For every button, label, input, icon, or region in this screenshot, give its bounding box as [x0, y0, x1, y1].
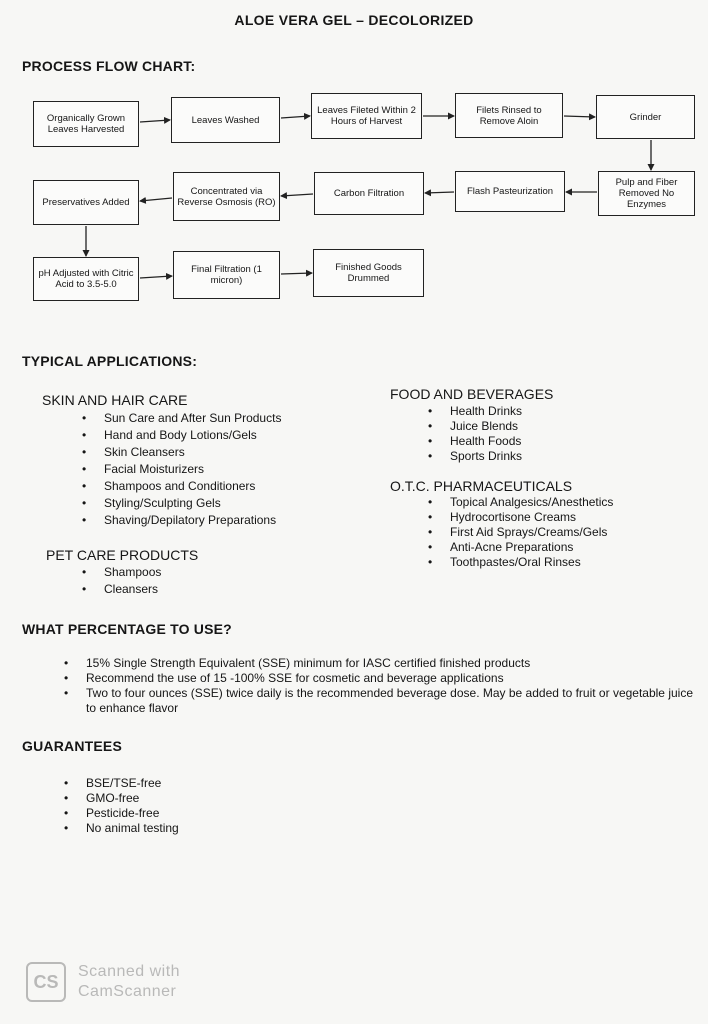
arrow-12-13: [281, 273, 312, 274]
skin-care-title: SKIN AND HAIR CARE: [42, 392, 188, 408]
list-item: • Hydrocortisone Creams: [428, 510, 613, 525]
list-item: • Juice Blends: [428, 419, 522, 434]
list-item: • GMO-free: [64, 791, 179, 806]
arrow-4-5: [564, 116, 595, 117]
list-item: • Sun Care and After Sun Products: [82, 410, 281, 427]
camscanner-watermark: [26, 962, 180, 1002]
arrow-1-2: [140, 120, 170, 122]
arrow-2-3: [281, 116, 310, 118]
pet-care-title: PET CARE PRODUCTS: [46, 547, 199, 563]
step-carbon-filtration: Carbon Filtration: [314, 172, 424, 215]
step-leaves-harvested: Organically Grown Leaves Harvested: [33, 101, 139, 147]
pet-care-list: [82, 564, 161, 598]
watermark-text: [78, 962, 180, 1002]
list-item: • 15% Single Strength Equivalent (SSE) minimum for IASC certified finished products: [64, 656, 704, 671]
step-flash-pasteurization: Flash Pasteurization: [455, 171, 565, 212]
process-heading: PROCESS FLOW CHART:: [22, 58, 196, 74]
percentage-heading: WHAT PERCENTAGE TO USE?: [22, 621, 232, 637]
arrow-9-10: [140, 198, 172, 201]
list-item: • Styling/Sculpting Gels: [82, 495, 281, 512]
watermark-line-2: CamScanner: [78, 983, 177, 1000]
applications-heading: TYPICAL APPLICATIONS:: [22, 353, 198, 369]
list-item: • Pesticide-free: [64, 806, 179, 821]
list-item: • Shampoos: [82, 564, 161, 581]
step-preservatives-added: Preservatives Added: [33, 180, 139, 225]
otc-title: O.T.C. PHARMACEUTICALS: [390, 478, 573, 494]
step-finished-goods: Finished Goods Drummed: [313, 249, 424, 297]
list-item: • Anti-Acne Preparations: [428, 540, 613, 555]
list-item: • Sports Drinks: [428, 449, 522, 464]
step-ph-adjusted: pH Adjusted with Citric Acid to 3.5-5.0: [33, 257, 139, 301]
list-item: • Cleansers: [82, 581, 161, 598]
arrow-8-9: [281, 194, 313, 196]
step-leaves-washed: Leaves Washed: [171, 97, 280, 143]
list-item: • Shampoos and Conditioners: [82, 478, 281, 495]
list-item: • Shaving/Depilatory Preparations: [82, 512, 281, 529]
skin-care-list: [82, 410, 281, 529]
list-item: • Recommend the use of 15 -100% SSE for cosmetic and beverage applications: [64, 671, 704, 686]
watermark-line-1: Scanned with: [78, 963, 181, 980]
step-grinder: Grinder: [596, 95, 695, 139]
step-pulp-removed: Pulp and Fiber Removed No Enzymes: [598, 171, 695, 216]
food-beverages-list: [428, 404, 522, 464]
list-item: • Toothpastes/Oral Rinses: [428, 555, 613, 570]
list-item: • First Aid Sprays/Creams/Gels: [428, 525, 613, 540]
food-beverages-title: FOOD AND BEVERAGES: [390, 386, 554, 402]
arrow-11-12: [140, 276, 172, 278]
step-filets-rinsed: Filets Rinsed to Remove Aloin: [455, 93, 563, 138]
document-title: ALOE VERA GEL – DECOLORIZED: [234, 12, 474, 28]
otc-list: [428, 495, 613, 570]
step-leaves-fileted: Leaves Fileted Within 2 Hours of Harvest: [311, 93, 422, 139]
list-item: • Health Foods: [428, 434, 522, 449]
list-item: • Hand and Body Lotions/Gels: [82, 427, 281, 444]
list-item: • Facial Moisturizers: [82, 461, 281, 478]
list-item: • BSE/TSE-free: [64, 776, 179, 791]
camscanner-logo-icon: CS: [26, 962, 66, 1002]
list-item: • Topical Analgesics/Anesthetics: [428, 495, 613, 510]
list-item: • No animal testing: [64, 821, 179, 836]
step-final-filtration: Final Filtration (1 micron): [173, 251, 280, 299]
list-item: • Health Drinks: [428, 404, 522, 419]
list-item: • Skin Cleansers: [82, 444, 281, 461]
percentage-list: [64, 656, 704, 716]
step-reverse-osmosis: Concentrated via Reverse Osmosis (RO): [173, 172, 280, 221]
arrow-7-8: [425, 192, 454, 193]
list-item: • Two to four ounces (SSE) twice daily is the recommended beverage dose. May be added to fruit or vegetable juice to enhance flavor: [64, 686, 704, 716]
guarantees-heading: GUARANTEES: [22, 738, 123, 754]
guarantees-list: [64, 776, 179, 836]
